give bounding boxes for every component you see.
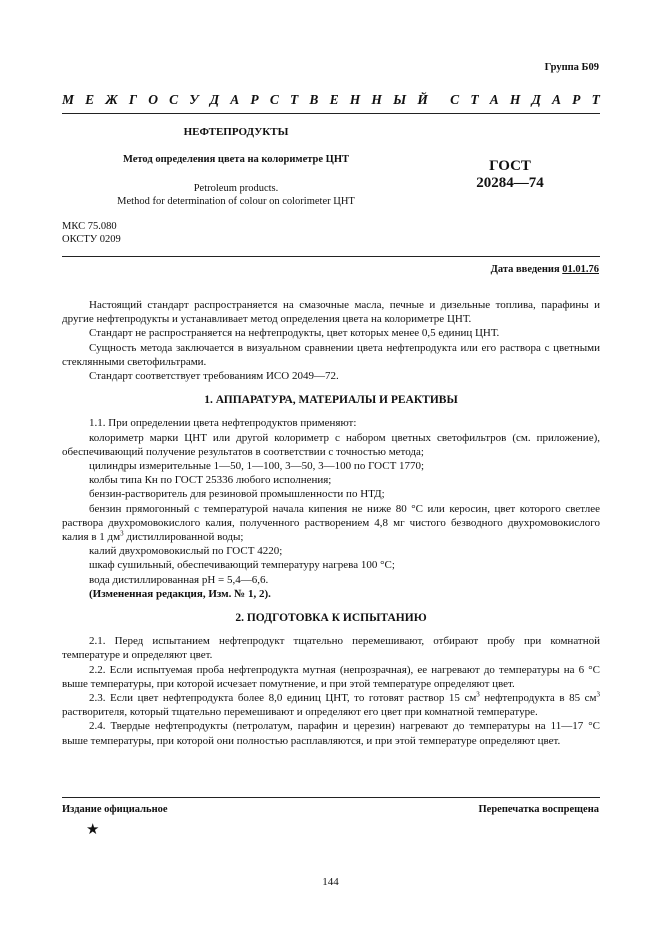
banner-letter: Д bbox=[531, 92, 541, 107]
section-1-paragraph: колориметр марки ЦНТ или другой колориметр с набором цветных светофильтров (см. приложение), обеспечивающий получение результатов в соответствии с точностью метода; bbox=[62, 431, 600, 458]
classification-codes bbox=[62, 220, 121, 246]
document-title: НЕФТЕПРОДУКТЫ bbox=[183, 126, 289, 138]
superscript: 3 bbox=[120, 529, 124, 538]
section-1-paragraph: калий двухромовокислый по ГОСТ 4220; bbox=[89, 545, 283, 558]
banner-letter: В bbox=[309, 92, 319, 107]
banner-letter: Ж bbox=[105, 92, 118, 107]
banner-letter: Р bbox=[572, 92, 581, 107]
official-edition-label: Издание официальное bbox=[62, 804, 168, 815]
intro-paragraph: Настоящий стандарт распространяется на смазочные масла, печные и дизельные топлива, парафины и другие нефтепродукты и устанавливает метод определения цвета на колориметре ЦНТ. bbox=[62, 299, 600, 326]
banner-letter: Д bbox=[209, 92, 220, 107]
intro-paragraph: Стандарт соответствует требованиям ИСО 2049—72. bbox=[89, 370, 339, 383]
text-run: бензин прямогонный с температурой начала кипения не ниже 80 °С или керосин, цвет которого светлее раствора двухромовокислого калия, полученного растворением 4,8 мг чистого безводного двухромовокислого калия в 1 дм bbox=[62, 502, 600, 544]
okstu-code: ОКСТУ 0209 bbox=[62, 234, 121, 245]
banner-letter: Й bbox=[417, 92, 428, 107]
english-title-line-1: Petroleum products. bbox=[193, 183, 279, 194]
english-title-line-2: Method for determination of colour on colorimeter ЦНТ bbox=[117, 196, 355, 207]
english-title bbox=[62, 182, 410, 208]
banner-letter: Т bbox=[290, 92, 299, 107]
gost-number: 20284—74 bbox=[476, 175, 544, 191]
section-2-paragraph: 2.2. Если испытуемая проба нефтепродукта мутная (непрозрачная), ее нагревают до температуры на 6 °С выше температуры, при которой исчезает помутнение, и при этой температуре определяют цвет. bbox=[62, 663, 600, 690]
footer-rule bbox=[62, 797, 600, 798]
intro-paragraph: Сущность метода заключается в визуальном сравнении цвета нефтепродукта или его раствора с цветными стеклянными светофильтрами. bbox=[62, 341, 600, 368]
banner-letter: С bbox=[169, 92, 179, 107]
group-code: Группа Б09 bbox=[544, 62, 599, 73]
banner-letter: Н bbox=[349, 92, 361, 107]
banner-letter: А bbox=[551, 92, 561, 107]
banner-letter: Н bbox=[371, 92, 382, 107]
text-run: 2.3. Если цвет нефтепродукта более 8,0 единиц ЦНТ, то готовят раствор 15 см bbox=[89, 692, 477, 705]
banner-letter: Т bbox=[591, 92, 600, 107]
banner-letter: У bbox=[189, 92, 199, 107]
banner-letter: М bbox=[62, 92, 75, 107]
introduction-date-value: 01.01.76 bbox=[562, 264, 599, 275]
interstate-standard-banner bbox=[62, 92, 600, 108]
banner-letter: Т bbox=[470, 92, 479, 107]
amendment-note: (Измененная редакция, Изм. № 1, 2). bbox=[89, 587, 271, 600]
mks-code: МКС 75.080 bbox=[62, 221, 117, 232]
section-1-paragraph: колбы типа Кн по ГОСТ 25336 любого исполнения; bbox=[89, 474, 332, 487]
section-1-paragraph: бензин-растворитель для резиновой промышленности по НТД; bbox=[89, 488, 385, 501]
header-rule bbox=[62, 113, 600, 114]
text-run: нефтепродукта в 85 см bbox=[479, 692, 597, 705]
document-subtitle: Метод определения цвета на колориметре ЦНТ bbox=[122, 154, 349, 165]
gost-designation bbox=[452, 158, 568, 192]
section-2-heading: 2. ПОДГОТОВКА К ИСПЫТАНИЮ bbox=[235, 612, 427, 625]
document-body bbox=[62, 298, 600, 748]
text-run: растворителя, который тщательно перемешивают и определяют его цвет при комнатной температуре. bbox=[62, 706, 538, 719]
page-number: 144 bbox=[322, 876, 339, 888]
text-run: дистиллированной воды; bbox=[123, 531, 244, 544]
section-2-paragraph bbox=[62, 691, 600, 719]
superscript: 3 bbox=[596, 690, 600, 699]
gost-label: ГОСТ bbox=[489, 158, 531, 174]
section-1-paragraph: вода дистиллированная рН = 5,4—6,6. bbox=[89, 573, 269, 586]
star-icon: ★ bbox=[86, 822, 100, 838]
introduction-date bbox=[491, 264, 599, 275]
introduction-date-label: Дата введения bbox=[490, 264, 563, 275]
section-1-paragraph bbox=[62, 502, 600, 545]
section-1-paragraph: 1.1. При определении цвета нефтепродуктов применяют: bbox=[89, 417, 357, 430]
banner-letter: С bbox=[269, 92, 279, 107]
banner-letter: Г bbox=[128, 92, 138, 107]
banner-letter: С bbox=[450, 92, 460, 107]
banner-letter: Н bbox=[509, 92, 521, 107]
superscript: 3 bbox=[476, 690, 480, 699]
section-2-paragraph: 2.1. Перед испытанием нефтепродукт тщательно перемешивают, отбирают пробу при комнатной температуре и определяют цвет. bbox=[62, 635, 600, 662]
section-1-paragraph: шкаф сушильный, обеспечивающий температуру нагрева 100 °С; bbox=[89, 559, 395, 572]
section-1-paragraph: цилиндры измерительные 1—50, 1—100, 3—50, 3—100 по ГОСТ 1770; bbox=[89, 460, 425, 473]
banner-letter: Е bbox=[329, 92, 339, 107]
section-2-paragraph: 2.4. Твердые нефтепродукты (петролатум, парафин и церезин) нагревают до температуры на 11—17 °С выше температуры, при которой они полностью расплавляются, и при этой температуре определяют цвет. bbox=[62, 720, 600, 747]
intro-paragraph: Стандарт не распространяется на нефтепродукты, цвет которых менее 0,5 единиц ЦНТ. bbox=[89, 327, 500, 340]
banner-letter: Р bbox=[250, 92, 259, 107]
intro-rule bbox=[62, 256, 600, 257]
section-1-heading: 1. АППАРАТУРА, МАТЕРИАЛЫ И РЕАКТИВЫ bbox=[204, 394, 458, 407]
banner-letter: Ы bbox=[393, 92, 407, 107]
banner-letter: О bbox=[148, 92, 158, 107]
banner-letter: А bbox=[489, 92, 499, 107]
banner-letter: А bbox=[230, 92, 240, 107]
banner-letter: Е bbox=[85, 92, 95, 107]
reprint-prohibited-label: Перепечатка воспрещена bbox=[478, 804, 599, 815]
